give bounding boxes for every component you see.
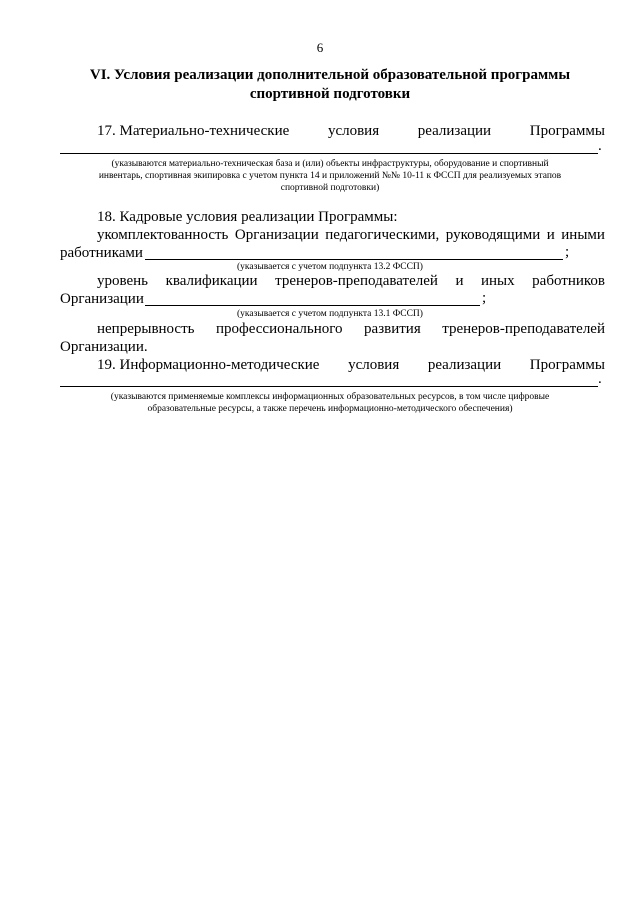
item-19-word: 19. Информационно-методические bbox=[97, 357, 320, 373]
item-17-end-mark: . bbox=[598, 138, 602, 154]
item-17-note-line-2: инвентарь, спортивная экипировка с учетом пункта 14 и приложений №№ 10-11 к ФССП для реализуемых этапов bbox=[98, 171, 562, 181]
item-17-word: Программы bbox=[529, 123, 605, 139]
item-19-line bbox=[97, 356, 605, 374]
item-18-heading: 18. Кадровые условия реализации Программы: bbox=[97, 209, 398, 225]
item-19-word: Программы bbox=[529, 357, 605, 373]
qualification-word: квалификации bbox=[165, 273, 258, 289]
qualification-word: и bbox=[455, 273, 464, 289]
qualification-word: тренеров-преподавателей bbox=[275, 273, 438, 289]
qualification-continuation: Организации bbox=[60, 291, 144, 307]
development-line bbox=[97, 320, 605, 338]
item-17-fill-line bbox=[60, 153, 598, 154]
item-17-note-line-3: спортивной подготовки) bbox=[280, 183, 380, 193]
section-title-line-2: спортивной подготовки bbox=[249, 86, 411, 102]
qualification-word: работников bbox=[532, 273, 605, 289]
staffing-word: руководящими bbox=[445, 227, 541, 243]
staffing-end-mark: ; bbox=[565, 244, 570, 260]
qualification-word: иных bbox=[481, 273, 515, 289]
staffing-continuation: работниками bbox=[60, 245, 143, 261]
item-19-word: условия bbox=[348, 357, 400, 373]
development-word: профессионального bbox=[215, 321, 343, 337]
item-17-note-line-1: (указываются материально-техническая база и (или) объекты инфраструктуры, оборудование и спортивный bbox=[111, 159, 549, 169]
staffing-note: (указывается с учетом подпункта 13.2 ФССП) bbox=[237, 262, 423, 272]
qualification-fill-line bbox=[145, 305, 480, 306]
qualification-line bbox=[97, 272, 605, 290]
item-19-word: реализации bbox=[427, 357, 502, 373]
staffing-word: укомплектованность bbox=[97, 227, 229, 243]
item-19-note-line-2: образовательные ресурсы, а также перечень информационно-методического обеспечения) bbox=[147, 404, 513, 414]
staffing-word: и bbox=[546, 227, 555, 243]
staffing-word: иными bbox=[561, 227, 605, 243]
item-17-word: 17. Материально-технические bbox=[97, 123, 290, 139]
staffing-word: педагогическими, bbox=[325, 227, 440, 243]
staffing-word: Организации bbox=[234, 227, 319, 243]
item-19-note-line-1: (указываются применяемые комплексы информационных образовательных ресурсов, в том числе цифровые bbox=[110, 392, 550, 402]
section-title-line-1: VI. Условия реализации дополнительной образовательной программы bbox=[89, 67, 571, 83]
qualification-word: уровень bbox=[97, 273, 149, 289]
staffing-fill-line bbox=[145, 259, 563, 260]
development-word: развития bbox=[364, 321, 421, 337]
qualification-note: (указывается с учетом подпункта 13.1 ФССП) bbox=[237, 309, 423, 319]
development-word: непрерывность bbox=[97, 321, 195, 337]
development-continuation: Организации. bbox=[60, 339, 148, 355]
item-19-end-mark: . bbox=[598, 371, 602, 387]
item-17-word: условия bbox=[327, 123, 380, 139]
qualification-end-mark: ; bbox=[482, 290, 487, 306]
development-word: тренеров-преподавателей bbox=[442, 321, 605, 337]
staffing-line bbox=[97, 226, 605, 244]
item-17-line bbox=[97, 122, 605, 140]
item-17-word: реализации bbox=[417, 123, 492, 139]
page-number: 6 bbox=[316, 40, 324, 55]
item-19-fill-line bbox=[60, 386, 598, 387]
